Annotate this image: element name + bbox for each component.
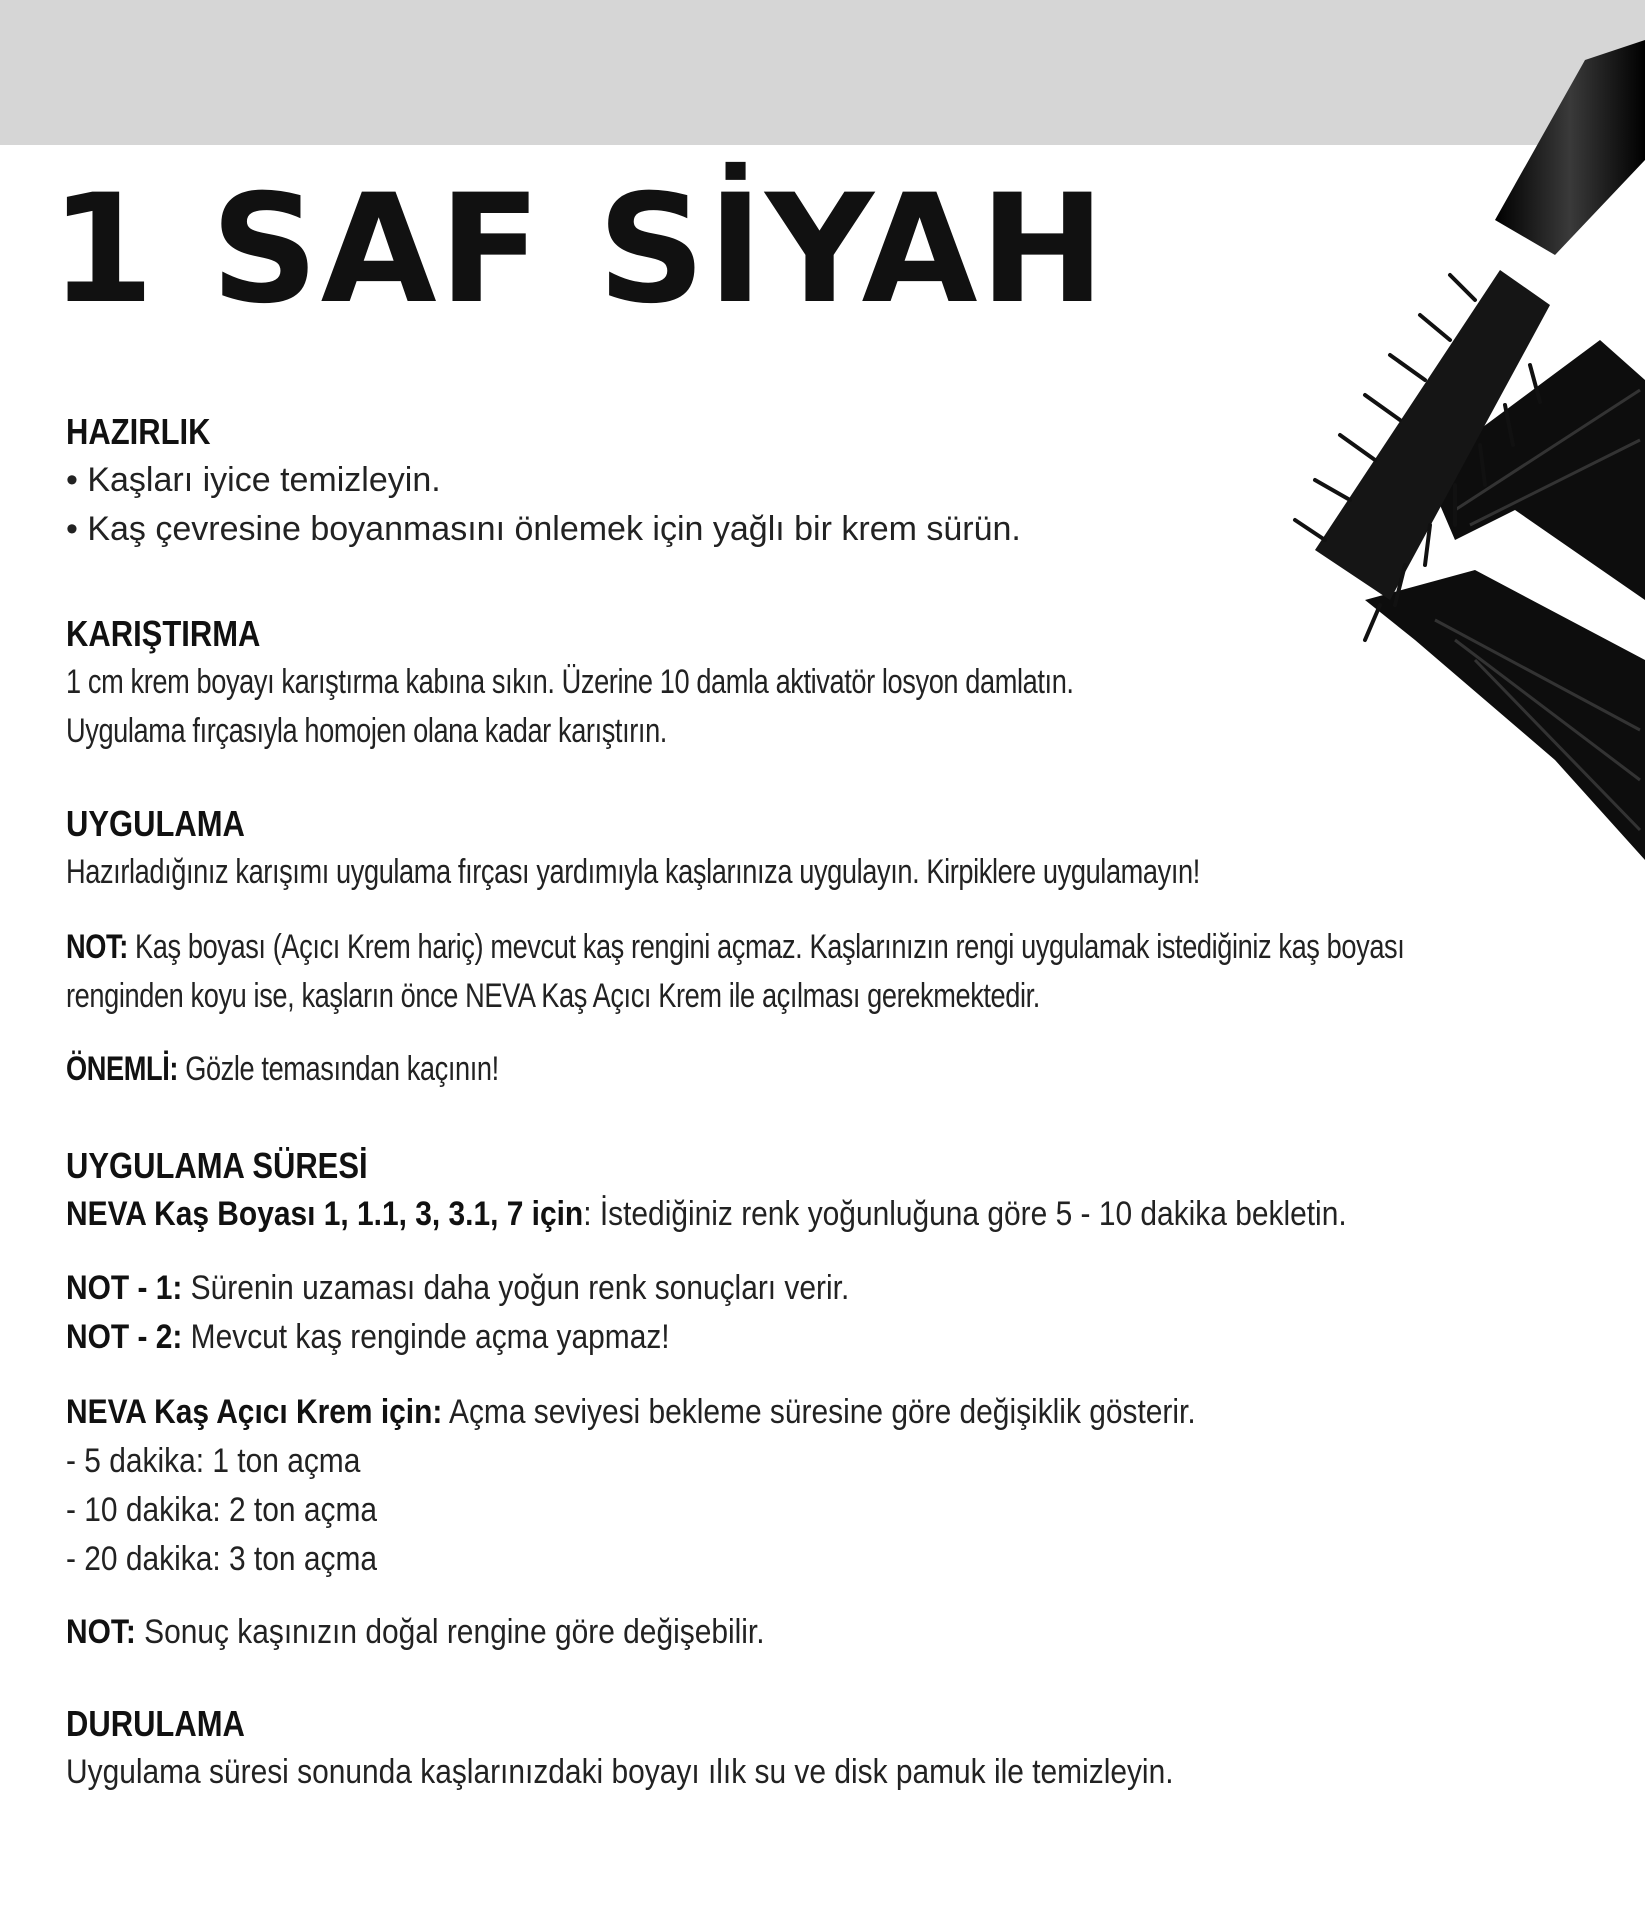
final-note: NOT: Sonuç kaşınızın doğal rengine göre değişebilir. (66, 1613, 765, 1651)
paragraph-line: Uygulama fırçasıyla homojen olana kadar karıştırın. (66, 712, 667, 750)
section-uygulama (66, 800, 1606, 897)
list-item: - 5 dakika: 1 ton açma (66, 1442, 361, 1480)
section-karistirma (66, 610, 1606, 756)
product-label: NEVA Kaş Açıcı Krem için: (66, 1393, 443, 1431)
paragraph-line: Hazırladığınız karışımı uygulama fırçası yardımıyla kaşlarınıza uygulayın. Kirpiklere uygulamayın! (66, 853, 1200, 891)
note-line: renginden koyu ise, kaşların önce NEVA Kaş Açıcı Krem ile açılması gerekmektedir. (66, 977, 1040, 1015)
important-note: ÖNEMLİ: Gözle temasından kaçının! (66, 1050, 499, 1088)
uygulama-note (66, 923, 1606, 1021)
list-item: • Kaşları iyice temizleyin. (66, 461, 441, 499)
note-label: NOT: (66, 1613, 136, 1651)
list-item: • Kaş çevresine boyanmasını önlemek için yağlı bir krem sürün. (66, 510, 1021, 548)
acici-krem-info: NEVA Kaş Açıcı Krem için: Açma seviyesi bekleme süresine göre değişiklik gösterir. - 5 dakika: 1 ton açma - 10 dakika: 2 ton açma - 20 dakika: 3 ton açma (66, 1388, 1606, 1584)
section-heading: HAZIRLIK (66, 411, 211, 452)
note-label: NOT - 1: (66, 1269, 183, 1307)
list-item: - 20 dakika: 3 ton açma (66, 1540, 378, 1578)
product-label: NEVA Kaş Boyası 1, 1.1, 3, 3.1, 7 için (66, 1195, 584, 1233)
section-heading: UYGULAMA SÜRESİ (66, 1145, 368, 1186)
section-hazirlik (66, 408, 1606, 554)
list-item: - 10 dakika: 2 ton açma (66, 1491, 378, 1529)
note-label: NOT: (66, 928, 128, 966)
duration-notes: NOT - 1: Sürenin uzaması daha yoğun renk sonuçları verir. NOT - 2: Mevcut kaş renginde açma yapmaz! (66, 1269, 850, 1356)
section-uygulama-suresi: UYGULAMA SÜRESİ NEVA Kaş Boyası 1, 1.1, 3, 3.1, 7 için: İstediğiniz renk yoğunluğuna göre 5 - 10 dakika bekletin. (66, 1142, 1606, 1239)
note-label: NOT - 2: (66, 1318, 183, 1356)
section-heading: DURULAMA (66, 1703, 245, 1744)
page-title: 1 SAF SİYAH (50, 163, 1108, 337)
paragraph-line: Uygulama süresi sonunda kaşlarınızdaki boyayı ılık su ve disk pamuk ile temizleyin. (66, 1753, 1174, 1791)
section-heading: UYGULAMA (66, 803, 245, 844)
note-line: NOT: Kaş boyası (Açıcı Krem hariç) mevcut kaş rengini açmaz. Kaşlarınızın rengi uygulamak istediğiniz kaş boyası (66, 928, 1405, 966)
section-durulama (66, 1700, 1606, 1797)
important-label: ÖNEMLİ: (66, 1050, 179, 1088)
paragraph-line: 1 cm krem boyayı karıştırma kabına sıkın. Üzerine 10 damla aktivatör losyon damlatın. (66, 663, 1074, 701)
section-heading: KARIŞTIRMA (66, 613, 261, 654)
